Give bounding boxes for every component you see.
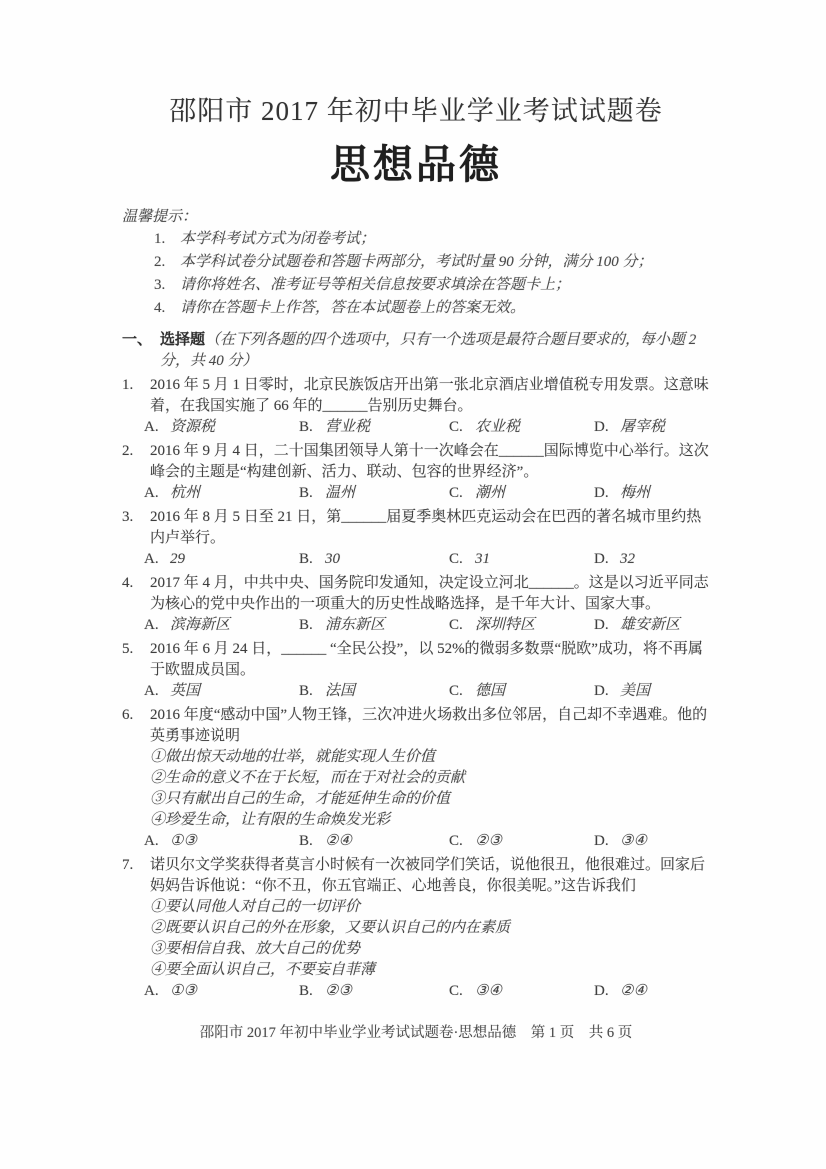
notice-item xyxy=(154,274,710,297)
option-label: B. xyxy=(299,485,313,501)
subject-title: 思想品德 xyxy=(330,142,502,187)
notice-item-text: 请你将姓名、准考证号等相关信息按要求填涂在答题卡上； xyxy=(180,277,571,293)
option-text: 屠宰税 xyxy=(620,419,666,435)
option-label: A. xyxy=(144,833,159,849)
option-a xyxy=(144,681,299,702)
option-b xyxy=(299,831,449,852)
option-a xyxy=(144,615,299,636)
options-row xyxy=(122,681,710,702)
question-number: 6. xyxy=(122,707,134,723)
question-text: 2016 年 9 月 4 日，二十国集团领导人第十一次峰会在______国际博览中心举行。这次峰会的主题是“构建创新、活力、联动、包容的世界经济”。 xyxy=(150,443,709,480)
question-number: 3. xyxy=(122,509,134,525)
question-text: 诺贝尔文学奖获得者莫言小时候有一次被同学们笑话，说他很丑，他很难过。回家后妈妈告诉他说：“你不丑，你五官端正、心地善良，你很美呢。”这告诉我们 xyxy=(150,857,706,894)
option-text: 雄安新区 xyxy=(620,617,681,633)
options-row xyxy=(122,549,710,570)
options-row xyxy=(122,831,710,852)
option-a xyxy=(144,549,299,570)
option-label: B. xyxy=(299,419,313,435)
notice-items xyxy=(122,228,710,320)
options-row xyxy=(122,981,710,1002)
statement-line: ③要相信自我、放大自己的优势 xyxy=(150,941,361,957)
option-a xyxy=(144,417,299,438)
notice-item-number: 2. xyxy=(154,254,166,270)
notice-item-text: 请你在答题卡上作答，答在本试题卷上的答案无效。 xyxy=(180,300,526,316)
question-2 xyxy=(122,441,710,504)
question-text: 2016 年 6 月 24 日，______ “全民公投”，以 52%的微弱多数票“脱欧”成功，将不再属于欧盟成员国。 xyxy=(150,641,703,678)
option-text: ③④ xyxy=(620,833,647,849)
option-c xyxy=(449,681,594,702)
question-stem xyxy=(122,573,710,615)
statement-line: ①要认同他人对自己的一切评价 xyxy=(150,899,361,915)
option-d xyxy=(594,549,710,570)
section-title: 选择题 xyxy=(160,332,206,348)
option-a xyxy=(144,483,299,504)
section-description: （在下列各题的四个选项中，只有一个选项是最符合题目要求的，每小题 2 分，共 40 分） xyxy=(160,332,697,369)
question-7 xyxy=(122,855,710,1002)
section-number: 一、 xyxy=(122,332,153,348)
question-number: 2. xyxy=(122,443,134,459)
option-text: 法国 xyxy=(325,683,356,699)
option-text: 美国 xyxy=(620,683,651,699)
notice-item xyxy=(154,228,710,251)
option-text: 29 xyxy=(170,551,185,567)
options-row xyxy=(122,417,710,438)
notice-section xyxy=(122,206,710,320)
option-c xyxy=(449,831,594,852)
option-label: A. xyxy=(144,983,159,999)
option-c xyxy=(449,981,594,1002)
option-label: D. xyxy=(594,983,609,999)
section-heading xyxy=(122,330,710,372)
notice-item-number: 3. xyxy=(154,277,166,293)
option-text: ①③ xyxy=(170,983,197,999)
option-d xyxy=(594,615,710,636)
question-5 xyxy=(122,639,710,702)
option-text: 潮州 xyxy=(475,485,506,501)
notice-item xyxy=(154,297,710,320)
option-c xyxy=(449,615,594,636)
option-b xyxy=(299,615,449,636)
statement-line: ②生命的意义不在于长短，而在于对社会的贡献 xyxy=(150,770,466,786)
question-3 xyxy=(122,507,710,570)
option-label: A. xyxy=(144,683,159,699)
option-text: 31 xyxy=(475,551,490,567)
question-number: 4. xyxy=(122,575,134,591)
options-row xyxy=(122,483,710,504)
option-label: B. xyxy=(299,551,313,567)
question-stem xyxy=(122,375,710,417)
option-text: ①③ xyxy=(170,833,197,849)
page-footer: 邵阳市 2017 年初中毕业学业考试试题卷·思想品德 第 1 页 共 6 页 xyxy=(199,1025,633,1041)
option-text: 32 xyxy=(620,551,635,567)
option-text: 浦东新区 xyxy=(325,617,386,633)
option-text: 滨海新区 xyxy=(170,617,231,633)
question-stem xyxy=(122,639,710,681)
option-text: ②③ xyxy=(475,833,502,849)
option-d xyxy=(594,831,710,852)
option-b xyxy=(299,981,449,1002)
notice-item-number: 1. xyxy=(154,231,166,247)
option-label: B. xyxy=(299,617,313,633)
notice-item xyxy=(154,251,710,274)
option-text: 杭州 xyxy=(170,485,201,501)
option-label: D. xyxy=(594,683,609,699)
exam-title: 邵阳市 2017 年初中毕业学业考试试题卷 xyxy=(169,96,663,126)
option-text: 德国 xyxy=(475,683,506,699)
option-text: ②④ xyxy=(325,833,352,849)
notice-item-text: 本学科考试方式为闭卷考试； xyxy=(180,231,376,247)
statement-line: ①做出惊天动地的壮举，就能实现人生价值 xyxy=(150,749,436,765)
notice-label: 温馨提示： xyxy=(122,209,198,225)
option-b xyxy=(299,417,449,438)
option-text: 英国 xyxy=(170,683,201,699)
option-label: A. xyxy=(144,485,159,501)
option-label: D. xyxy=(594,485,609,501)
option-text: 营业税 xyxy=(325,419,371,435)
option-b xyxy=(299,681,449,702)
question-1 xyxy=(122,375,710,438)
option-label: C. xyxy=(449,833,463,849)
option-a xyxy=(144,981,299,1002)
option-d xyxy=(594,483,710,504)
option-label: C. xyxy=(449,683,463,699)
options-row xyxy=(122,615,710,636)
option-c xyxy=(449,483,594,504)
option-text: 深圳特区 xyxy=(475,617,536,633)
option-a xyxy=(144,831,299,852)
option-b xyxy=(299,549,449,570)
notice-item-text: 本学科试卷分试题卷和答题卡两部分，考试时量 90 分钟，满分 100 分； xyxy=(180,254,653,270)
option-d xyxy=(594,681,710,702)
question-stem xyxy=(122,441,710,483)
option-label: D. xyxy=(594,419,609,435)
question-stem xyxy=(122,507,710,549)
option-c xyxy=(449,549,594,570)
statement-line: ②既要认识自己的外在形象，又要认识自己的内在素质 xyxy=(150,920,511,936)
option-label: C. xyxy=(449,551,463,567)
option-d xyxy=(594,981,710,1002)
option-text: 30 xyxy=(325,551,340,567)
option-b xyxy=(299,483,449,504)
question-text: 2016 年 5 月 1 日零时，北京民族饭店开出第一张北京酒店业增值税专用发票。这意味着，在我国实施了 66 年的______告别历史舞台。 xyxy=(150,377,709,414)
option-label: C. xyxy=(449,617,463,633)
option-text: ②④ xyxy=(620,983,647,999)
question-text: 2016 年 8 月 5 日至 21 日，第______届夏季奥林匹克运动会在巴西的著名城市里约热内卢举行。 xyxy=(150,509,702,546)
option-label: A. xyxy=(144,419,159,435)
option-text: 梅州 xyxy=(620,485,651,501)
option-label: D. xyxy=(594,617,609,633)
statement-line: ④珍爱生命，让有限的生命焕发光彩 xyxy=(150,812,391,828)
option-text: 农业税 xyxy=(475,419,521,435)
option-d xyxy=(594,417,710,438)
option-text: 资源税 xyxy=(170,419,216,435)
question-stem xyxy=(122,705,710,747)
question-stem xyxy=(122,855,710,897)
question-number: 1. xyxy=(122,377,134,393)
option-label: A. xyxy=(144,551,159,567)
question-number: 5. xyxy=(122,641,134,657)
option-label: C. xyxy=(449,983,463,999)
option-label: B. xyxy=(299,833,313,849)
option-c xyxy=(449,417,594,438)
question-text: 2016 年度“感动中国”人物王锋，三次冲进火场救出多位邻居，自己却不幸遇难。他的英勇事迹说明 xyxy=(150,707,708,744)
question-number: 7. xyxy=(122,857,134,873)
option-label: C. xyxy=(449,419,463,435)
option-label: C. xyxy=(449,485,463,501)
option-label: B. xyxy=(299,983,313,999)
option-text: 温州 xyxy=(325,485,356,501)
statement-line: ③只有献出自己的生命，才能延伸生命的价值 xyxy=(150,791,451,807)
option-label: A. xyxy=(144,617,159,633)
option-text: ③④ xyxy=(475,983,502,999)
question-text: 2017 年 4 月，中共中央、国务院印发通知，决定设立河北______。这是以习近平同志为核心的党中央作出的一项重大的历史性战略选择，是千年大计、国家大事。 xyxy=(150,575,709,612)
option-text: ②③ xyxy=(325,983,352,999)
question-4 xyxy=(122,573,710,636)
option-label: D. xyxy=(594,551,609,567)
question-6 xyxy=(122,705,710,852)
option-label: B. xyxy=(299,683,313,699)
notice-item-number: 4. xyxy=(154,300,166,316)
statement-line: ④要全面认识自己，不要妄自菲薄 xyxy=(150,962,376,978)
option-label: D. xyxy=(594,833,609,849)
